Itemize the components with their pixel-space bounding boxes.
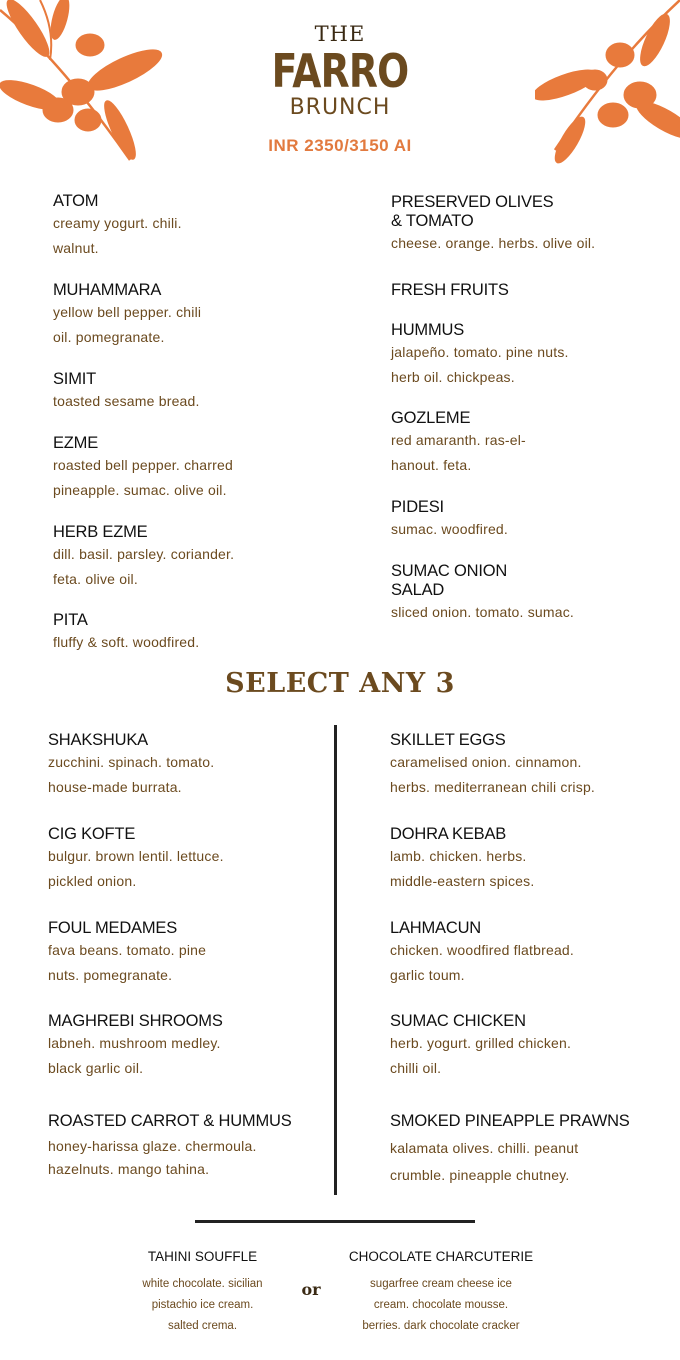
mezze-right-column xyxy=(391,193,671,625)
brand-the: THE xyxy=(314,22,366,46)
menu-item xyxy=(391,281,671,321)
menu-item-desc: yellow bell pepper. chili oil. pomegranate. xyxy=(53,304,202,345)
menu-item-name: GOZLEME xyxy=(391,409,471,427)
menu-item-name: FOUL MEDAMES xyxy=(48,919,178,937)
menu-item-desc: sumac. woodfired. xyxy=(391,521,509,537)
menu-item-name: LAHMACUN xyxy=(390,919,481,937)
menu-item-name: SUMAC CHICKEN xyxy=(390,1012,526,1030)
menu-item-desc: sliced onion. tomato. sumac. xyxy=(391,604,575,620)
menu-item-desc: honey-harissa glaze. chermoula. hazelnuts. mango tahina. xyxy=(48,1138,257,1177)
menu-item xyxy=(391,498,671,562)
menu-item-desc: roasted bell pepper. charred pineapple. sumac. olive oil. xyxy=(53,457,233,498)
menu-item xyxy=(48,1012,333,1112)
menu-item-desc: fava beans. tomato. pine nuts. pomegranate. xyxy=(48,942,207,983)
menu-item xyxy=(48,731,333,825)
menu-item xyxy=(53,523,333,611)
mains-right-column xyxy=(390,731,675,1189)
menu-item-desc: chicken. woodfired flatbread. garlic toum. xyxy=(390,942,575,983)
menu-item-desc: bulgur. brown lentil. lettuce. pickled onion. xyxy=(48,848,224,889)
mains-left-column xyxy=(48,731,333,1181)
price-label: INR 2350/3150 AI xyxy=(268,136,412,155)
menu-item-desc: creamy yogurt. chili. walnut. xyxy=(53,215,182,256)
dessert-name: CHOCOLATE CHARCUTERIE xyxy=(348,1249,534,1264)
menu-item-name: PRESERVED OLIVES & TOMATO xyxy=(391,193,554,230)
menu-item-name: SHAKSHUKA xyxy=(48,731,148,749)
menu-item xyxy=(390,1112,675,1189)
menu-item-desc: caramelised onion. cinnamon. herbs. mediterranean chili crisp. xyxy=(390,754,596,795)
menu-item xyxy=(391,409,671,498)
dessert-item xyxy=(120,1248,285,1337)
menu-item-name: EZME xyxy=(53,434,99,452)
menu-item-desc: jalapeño. tomato. pine nuts. herb oil. chickpeas. xyxy=(391,344,569,385)
menu-item-desc: lamb. chicken. herbs. middle-eastern spices. xyxy=(390,848,535,889)
menu-item xyxy=(48,825,333,919)
menu-item-desc: herb. yogurt. grilled chicken. chilli oil. xyxy=(390,1035,572,1076)
menu-item-desc: toasted sesame bread. xyxy=(53,393,200,409)
menu-header xyxy=(0,22,680,156)
menu-item-name: DOHRA KEBAB xyxy=(390,825,507,843)
brand-farro: FARRO xyxy=(271,44,409,98)
dessert-name: TAHINI SOUFFLE xyxy=(147,1249,258,1264)
menu-item xyxy=(391,193,671,281)
dessert-desc: sugarfree cream cheese ice cream. chocolate mousse. berries. dark chocolate cracker xyxy=(362,1278,520,1332)
menu-item-name: PIDESI xyxy=(391,498,444,516)
menu-item-name: FRESH FRUITS xyxy=(391,281,509,299)
column-divider xyxy=(334,725,337,1195)
menu-item-desc: dill. basil. parsley. coriander. feta. olive oil. xyxy=(53,546,235,587)
menu-item-name: SUMAC ONION SALAD xyxy=(391,562,508,599)
menu-item-name: MAGHREBI SHROOMS xyxy=(48,1012,223,1030)
mezze-left-column xyxy=(53,192,333,655)
brand-brunch: BRUNCH xyxy=(289,95,391,120)
dessert-item xyxy=(340,1248,542,1337)
menu-item-desc: zucchini. spinach. tomato. house-made burrata. xyxy=(48,754,215,795)
menu-item xyxy=(53,434,333,523)
menu-item xyxy=(53,611,333,655)
menu-item xyxy=(390,825,675,919)
menu-item-name: ATOM xyxy=(53,192,99,210)
menu-item xyxy=(390,731,675,825)
or-label: or xyxy=(301,1280,321,1299)
menu-item xyxy=(391,562,671,625)
menu-item-desc: red amaranth. ras-el- hanout. feta. xyxy=(391,432,526,473)
menu-item xyxy=(53,192,333,281)
menu-item xyxy=(48,1112,333,1181)
menu-item xyxy=(48,919,333,1012)
menu-item-name: MUHAMMARA xyxy=(53,281,162,299)
menu-item-name: CIG KOFTE xyxy=(48,825,136,843)
menu-item-name: PITA xyxy=(53,611,88,629)
menu-item-name: HERB EZME xyxy=(53,523,148,541)
menu-item-desc: cheese. orange. herbs. olive oil. xyxy=(391,235,596,251)
menu-item-name: ROASTED CARROT & HUMMUS xyxy=(48,1112,292,1130)
menu-item-name: SMOKED PINEAPPLE PRAWNS xyxy=(390,1112,630,1130)
menu-item-desc: kalamata olives. chilli. peanut crumble. pineapple chutney. xyxy=(390,1140,579,1183)
menu-item xyxy=(53,370,333,434)
menu-item xyxy=(391,321,671,409)
menu-item-name: HUMMUS xyxy=(391,321,465,339)
menu-item-name: SKILLET EGGS xyxy=(390,731,506,749)
menu-item-desc: fluffy & soft. woodfired. xyxy=(53,634,200,650)
menu-item-desc: labneh. mushroom medley. black garlic oil. xyxy=(48,1035,221,1076)
menu-item xyxy=(53,281,333,370)
menu-item xyxy=(390,919,675,1012)
select-any-heading: SELECT ANY 3 xyxy=(225,668,455,699)
menu-item xyxy=(390,1012,675,1112)
dessert-divider xyxy=(195,1220,475,1223)
menu-item-name: SIMIT xyxy=(53,370,96,388)
dessert-desc: white chocolate. sicilian pistachio ice cream. salted crema. xyxy=(142,1278,263,1332)
